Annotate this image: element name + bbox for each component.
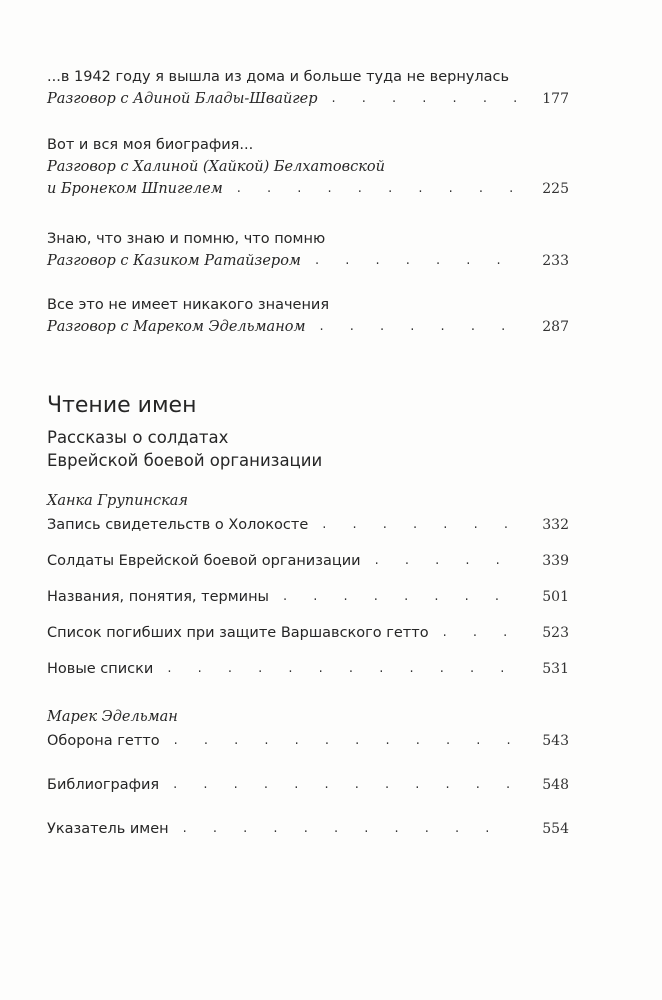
section-subtitle: Рассказы о солдатах xyxy=(47,428,229,447)
entry-title: Запись свидетельств о Холокосте xyxy=(47,517,309,533)
toc-entry[interactable] xyxy=(47,294,569,338)
page-number: 339 xyxy=(542,553,569,569)
toc-entry[interactable] xyxy=(47,228,569,272)
toc-entry[interactable] xyxy=(47,730,569,752)
page-number: 225 xyxy=(542,181,569,197)
entry-line xyxy=(47,250,569,272)
entry-title: Названия, понятия, термины xyxy=(47,589,270,605)
entry-subtitle: Разговор с Халиной (Хайкой) Белхатовской xyxy=(47,159,385,175)
page-number: 287 xyxy=(542,319,569,335)
dot-leader xyxy=(315,250,516,272)
entry-line xyxy=(47,316,569,338)
dot-leader xyxy=(237,178,517,200)
toc-entry[interactable] xyxy=(47,658,569,680)
toc-entry[interactable] xyxy=(47,514,569,536)
entry-line xyxy=(47,178,569,200)
author-name: Ханка Групинская xyxy=(47,493,188,509)
page-number: 523 xyxy=(542,625,569,641)
dot-leader xyxy=(183,818,517,840)
toc-entry[interactable] xyxy=(47,134,569,200)
entry-title: Вот и вся моя биография... xyxy=(47,137,254,153)
page-number: 548 xyxy=(542,777,569,793)
page-number: 501 xyxy=(542,589,569,605)
entry-title: Знаю, что знаю и помню, что помню xyxy=(47,231,326,247)
dot-leader xyxy=(173,774,516,796)
toc-entry[interactable] xyxy=(47,818,569,840)
entry-title: Указатель имен xyxy=(47,821,169,837)
entry-title: Солдаты Еврейской боевой организации xyxy=(47,553,361,569)
toc-entry[interactable] xyxy=(47,66,569,110)
toc-entry[interactable] xyxy=(47,586,569,608)
page-number: 233 xyxy=(542,253,569,269)
dot-leader xyxy=(443,622,517,644)
page-number: 543 xyxy=(542,733,569,749)
entry-title: Новые списки xyxy=(47,661,154,677)
entry-subtitle: Разговор с Мареком Эдельманом xyxy=(47,319,306,335)
section-title: Чтение имен xyxy=(47,393,197,418)
dot-leader xyxy=(283,586,516,608)
entry-title: Список погибших при защите Варшавского гетто xyxy=(47,625,429,641)
toc-entry[interactable] xyxy=(47,622,569,644)
entry-title: Оборона гетто xyxy=(47,733,160,749)
entry-subtitle: Разговор с Казиком Ратайзером xyxy=(47,253,301,269)
dot-leader xyxy=(320,316,517,338)
entry-title: Библиография xyxy=(47,777,160,793)
entry-subtitle: и Бронеком Шпигелем xyxy=(47,181,223,197)
dot-leader xyxy=(332,88,517,110)
toc-entry[interactable] xyxy=(47,774,569,796)
entry-subtitle: Разговор с Адиной Блады-Швайгер xyxy=(47,91,318,107)
page-number: 177 xyxy=(542,91,569,107)
dot-leader xyxy=(322,514,516,536)
dot-leader xyxy=(167,658,516,680)
page-number: 554 xyxy=(542,821,569,837)
dot-leader xyxy=(174,730,517,752)
author-name: Марек Эдельман xyxy=(47,709,178,725)
entry-title: ...в 1942 году я вышла из дома и больше туда не вернулась xyxy=(47,69,510,85)
dot-leader xyxy=(375,550,517,572)
entry-line xyxy=(47,88,569,110)
section-subtitle: Еврейской боевой организации xyxy=(47,451,323,470)
toc-entry[interactable] xyxy=(47,550,569,572)
entry-title: Все это не имеет никакого значения xyxy=(47,297,330,313)
page-number: 531 xyxy=(542,661,569,677)
page-number: 332 xyxy=(542,517,569,533)
